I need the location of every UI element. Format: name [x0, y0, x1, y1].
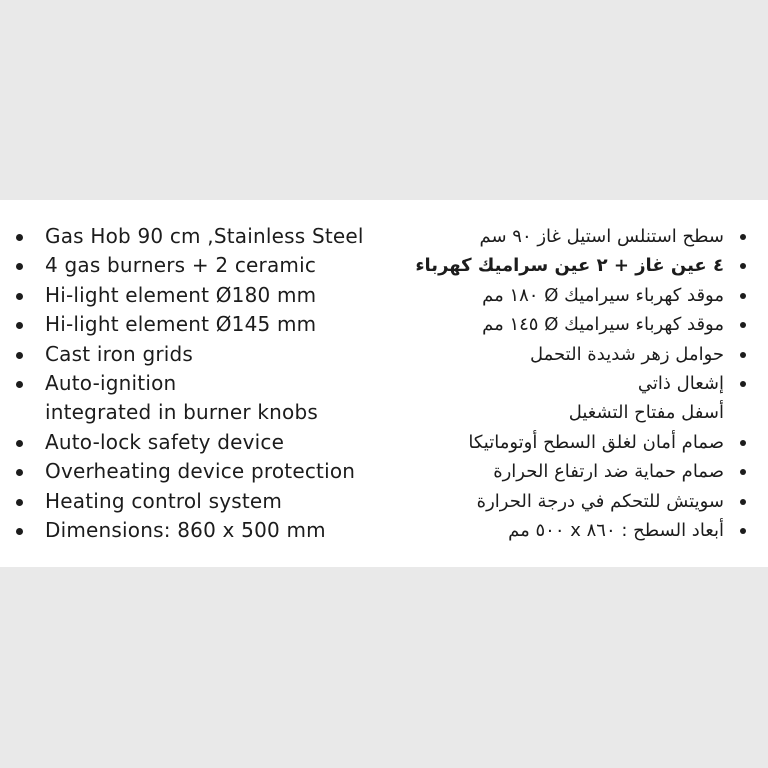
feature-item-ar [408, 281, 748, 310]
feature-panel [0, 200, 768, 567]
feature-text: Heating control system [45, 488, 283, 513]
bullet-icon [740, 234, 746, 240]
bullet-icon [16, 352, 23, 359]
feature-text: Dimensions: 860 x 500 mm [45, 517, 326, 542]
bullet-icon [16, 293, 23, 300]
bullet-icon [740, 352, 746, 358]
feature-text: Overheating device protection [45, 459, 356, 484]
feature-text-ar-continuation: أسفل مفتاح التشغيل [568, 402, 724, 424]
bullet-icon [16, 528, 23, 535]
bullet-icon [740, 322, 746, 328]
feature-item-ar [408, 516, 748, 545]
feature-text: Auto-ignition [45, 370, 177, 395]
arabic-feature-list [408, 222, 748, 545]
feature-item-ar [408, 310, 748, 339]
feature-text: Hi-light element Ø180 mm [45, 282, 317, 307]
feature-item-ar [408, 340, 748, 369]
feature-item [14, 369, 394, 428]
feature-item-ar [408, 457, 748, 486]
feature-text: Cast iron grids [45, 341, 194, 366]
feature-item [14, 428, 394, 457]
feature-text-ar: صمام حماية ضد ارتفاع الحرارة [493, 461, 724, 483]
feature-text: Gas Hob 90 cm ,Stainless Steel [45, 224, 364, 248]
bullet-icon [740, 469, 746, 475]
feature-item [14, 251, 394, 280]
bullet-icon [16, 440, 23, 447]
english-feature-list [14, 222, 394, 545]
feature-item-ar [408, 251, 748, 280]
feature-item-ar [408, 487, 748, 516]
bullet-icon [16, 469, 23, 476]
feature-item [14, 310, 394, 339]
feature-item [14, 222, 394, 251]
feature-text-ar: صمام أمان لغلق السطح أوتوماتيكا [468, 431, 724, 453]
feature-item-ar [408, 428, 748, 457]
bullet-icon [16, 499, 23, 506]
feature-text: Hi-light element Ø145 mm [45, 312, 317, 337]
bullet-icon [16, 234, 23, 241]
feature-text: 4 gas burners + 2 ceramic [45, 253, 317, 278]
feature-item [14, 487, 394, 516]
feature-item [14, 516, 394, 545]
feature-text-ar: حوامل زهر شديدة التحمل [530, 343, 724, 365]
feature-text-ar: موقد كهرباء سيراميك Ø ١٨٠ مم [482, 284, 724, 306]
feature-item [14, 340, 394, 369]
feature-text-ar: سطح استنلس استيل غاز ٩٠ سم [479, 226, 724, 247]
bullet-icon [740, 293, 746, 299]
feature-item [14, 457, 394, 486]
bullet-icon [740, 499, 746, 505]
bullet-icon [740, 381, 746, 387]
feature-text-ar: ٤ عين غاز + ٢ عين سراميك كهرباء [415, 255, 724, 277]
feature-text-continuation: integrated in burner knobs [45, 400, 318, 425]
bullet-icon [740, 263, 746, 269]
feature-text-ar: موقد كهرباء سيراميك Ø ١٤٥ مم [482, 314, 724, 336]
bullet-icon [740, 528, 746, 534]
feature-text-ar: أبعاد السطح : ٨٦٠ x ٥٠٠ مم [508, 519, 724, 541]
bullet-icon [16, 322, 23, 329]
feature-text: Auto-lock safety device [45, 429, 285, 454]
bullet-icon [16, 263, 23, 270]
bullet-icon [740, 440, 746, 446]
feature-item-ar [408, 369, 748, 428]
feature-text-ar: سويتش للتحكم في درجة الحرارة [476, 490, 724, 512]
bullet-icon [16, 381, 23, 388]
feature-item [14, 281, 394, 310]
feature-text-ar: إشعال ذاتي [637, 372, 724, 394]
feature-item-ar [408, 222, 748, 251]
